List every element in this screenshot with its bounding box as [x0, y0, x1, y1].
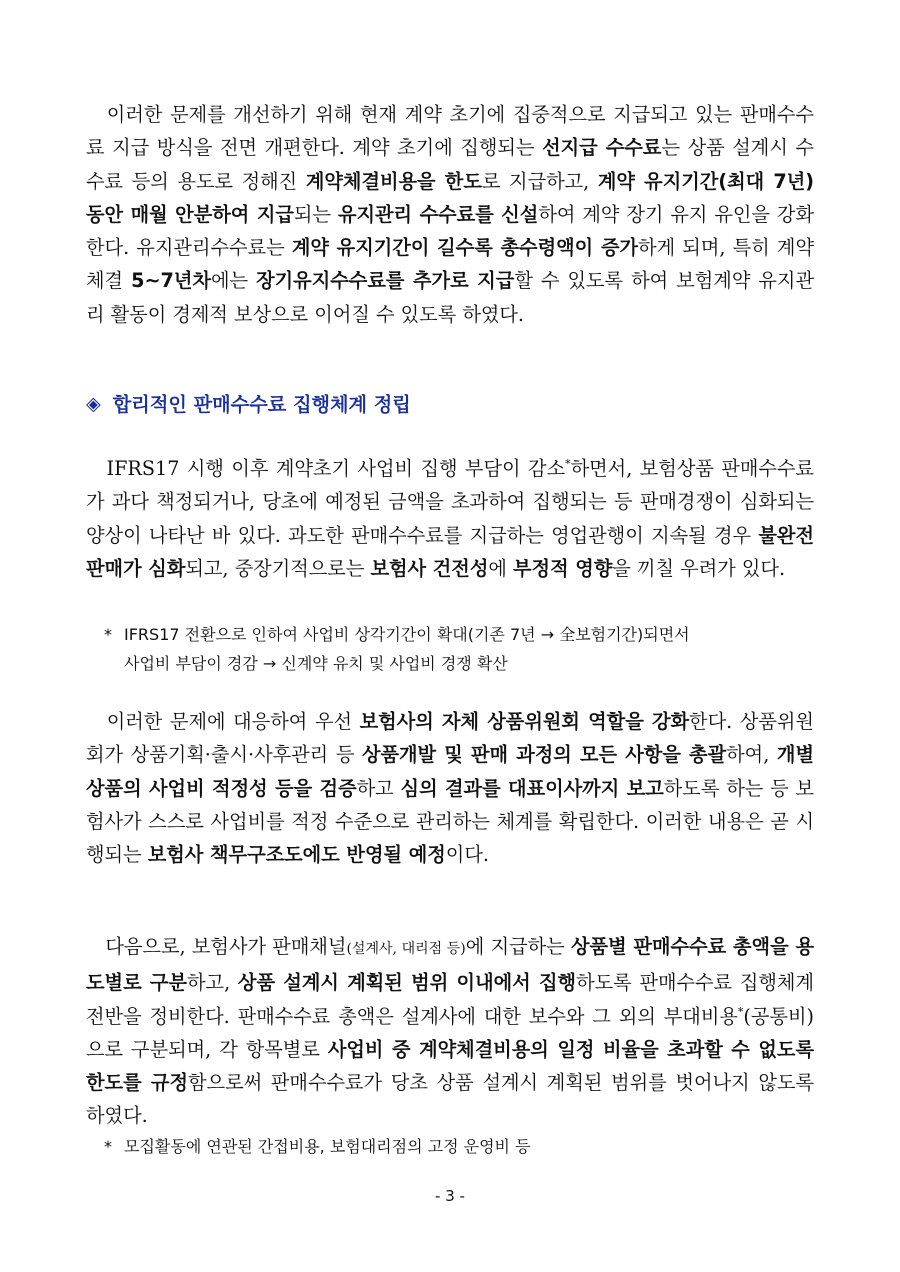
page-number: - 3 - — [435, 1187, 465, 1205]
paragraph-ifrs17: IFRS17 시행 이후 계약초기 사업비 집행 부담이 감소*하면서, 보험상품 판매수수료가 과다 책정되거나, 당초에 예정된 금액을 초과하여 집행되는 등 판매경쟁이 심화되는 양상이 나타난 바 있다. 과도한 판매수수료를 지급하는 영업관행이 지속될 경우 불완전판매가 심화되고, 중장기적으로는 보험사 건전성에 부정적 영향을 끼칠 우려가 있다. — [86, 457, 814, 580]
section-heading — [86, 390, 411, 417]
footnote-incidental-costs: * 모집활동에 연관된 간접비용, 보험대리점의 고정 운영비 등 — [104, 1137, 531, 1156]
paragraph-product-committee: 이러한 문제에 대응하여 우선 보험사의 자체 상품위원회 역할을 강화한다. 상품위원회가 상품기획·출시·사후관리 등 상품개발 및 판매 과정의 모든 사항을 총괄하여, 개별상품의 사업비 적정성 등을 검증하고 심의 결과를 대표이사까지 보고하도록 하는 등 보험사가 스스로 사업비를 적정 수준으로 관리하는 체계를 확립한다. 이러한 내용은 곧 시행되는 보험사 책무구조도에도 반영될 예정이다. — [86, 710, 815, 867]
section-heading-text: 합리적인 판매수수료 집행체계 정립 — [112, 393, 411, 416]
paragraph-commission-reform: 이러한 문제를 개선하기 위해 현재 계약 초기에 집중적으로 지급되고 있는 판매수수료 지급 방식을 전면 개편한다. 계약 초기에 집행되는 선지급 수수료는 상품 설계시 수수료 등의 용도로 정해진 계약체결비용을 한도로 지급하고, 계약 유지기간(최대 7년) 동안 매월 안분하여 지급되는 유지관리 수수료를 신설하여 계약 장기 유지 유인을 강화한다. 유지관리수수료는 계약 유지기간이 길수록 총수령액이 증가하게 되며, 특히 계약체결 5~7년차에는 장기유지수수료를 추가로 지급할 수 있도록 하여 보험계약 유지관리 활동이 경제적 보상으로 이어질 수 있도록 하였다. — [86, 103, 815, 326]
paragraph-commission-limits: 다음으로, 보험사가 판매채널(설계사, 대리점 등)에 지급하는 상품별 판매수수료 총액을 용도별로 구분하고, 상품 설계시 계획된 범위 이내에서 집행하도록 판매수수료 집행체계 전반을 정비한다. 판매수수료 총액은 설계사에 대한 보수와 그 외의 부대비용*(공통비)으로 구분되며, 각 항목별로 사업비 중 계약체결비용의 일정 비율을 초과할 수 없도록 한도를 규정함으로써 판매수수료가 당초 상품 설계시 계획된 범위를 벗어나지 않도록 하였다. — [86, 935, 815, 1128]
diamond-bullet-icon: ◈ — [86, 392, 101, 415]
footnote-ifrs17: * IFRS17 전환으로 인하여 사업비 상각기간이 확대(기존 7년 → 全보험기간)되면서 사업비 부담이 경감 → 신계약 유치 및 사업비 경쟁 확산 — [104, 625, 690, 673]
